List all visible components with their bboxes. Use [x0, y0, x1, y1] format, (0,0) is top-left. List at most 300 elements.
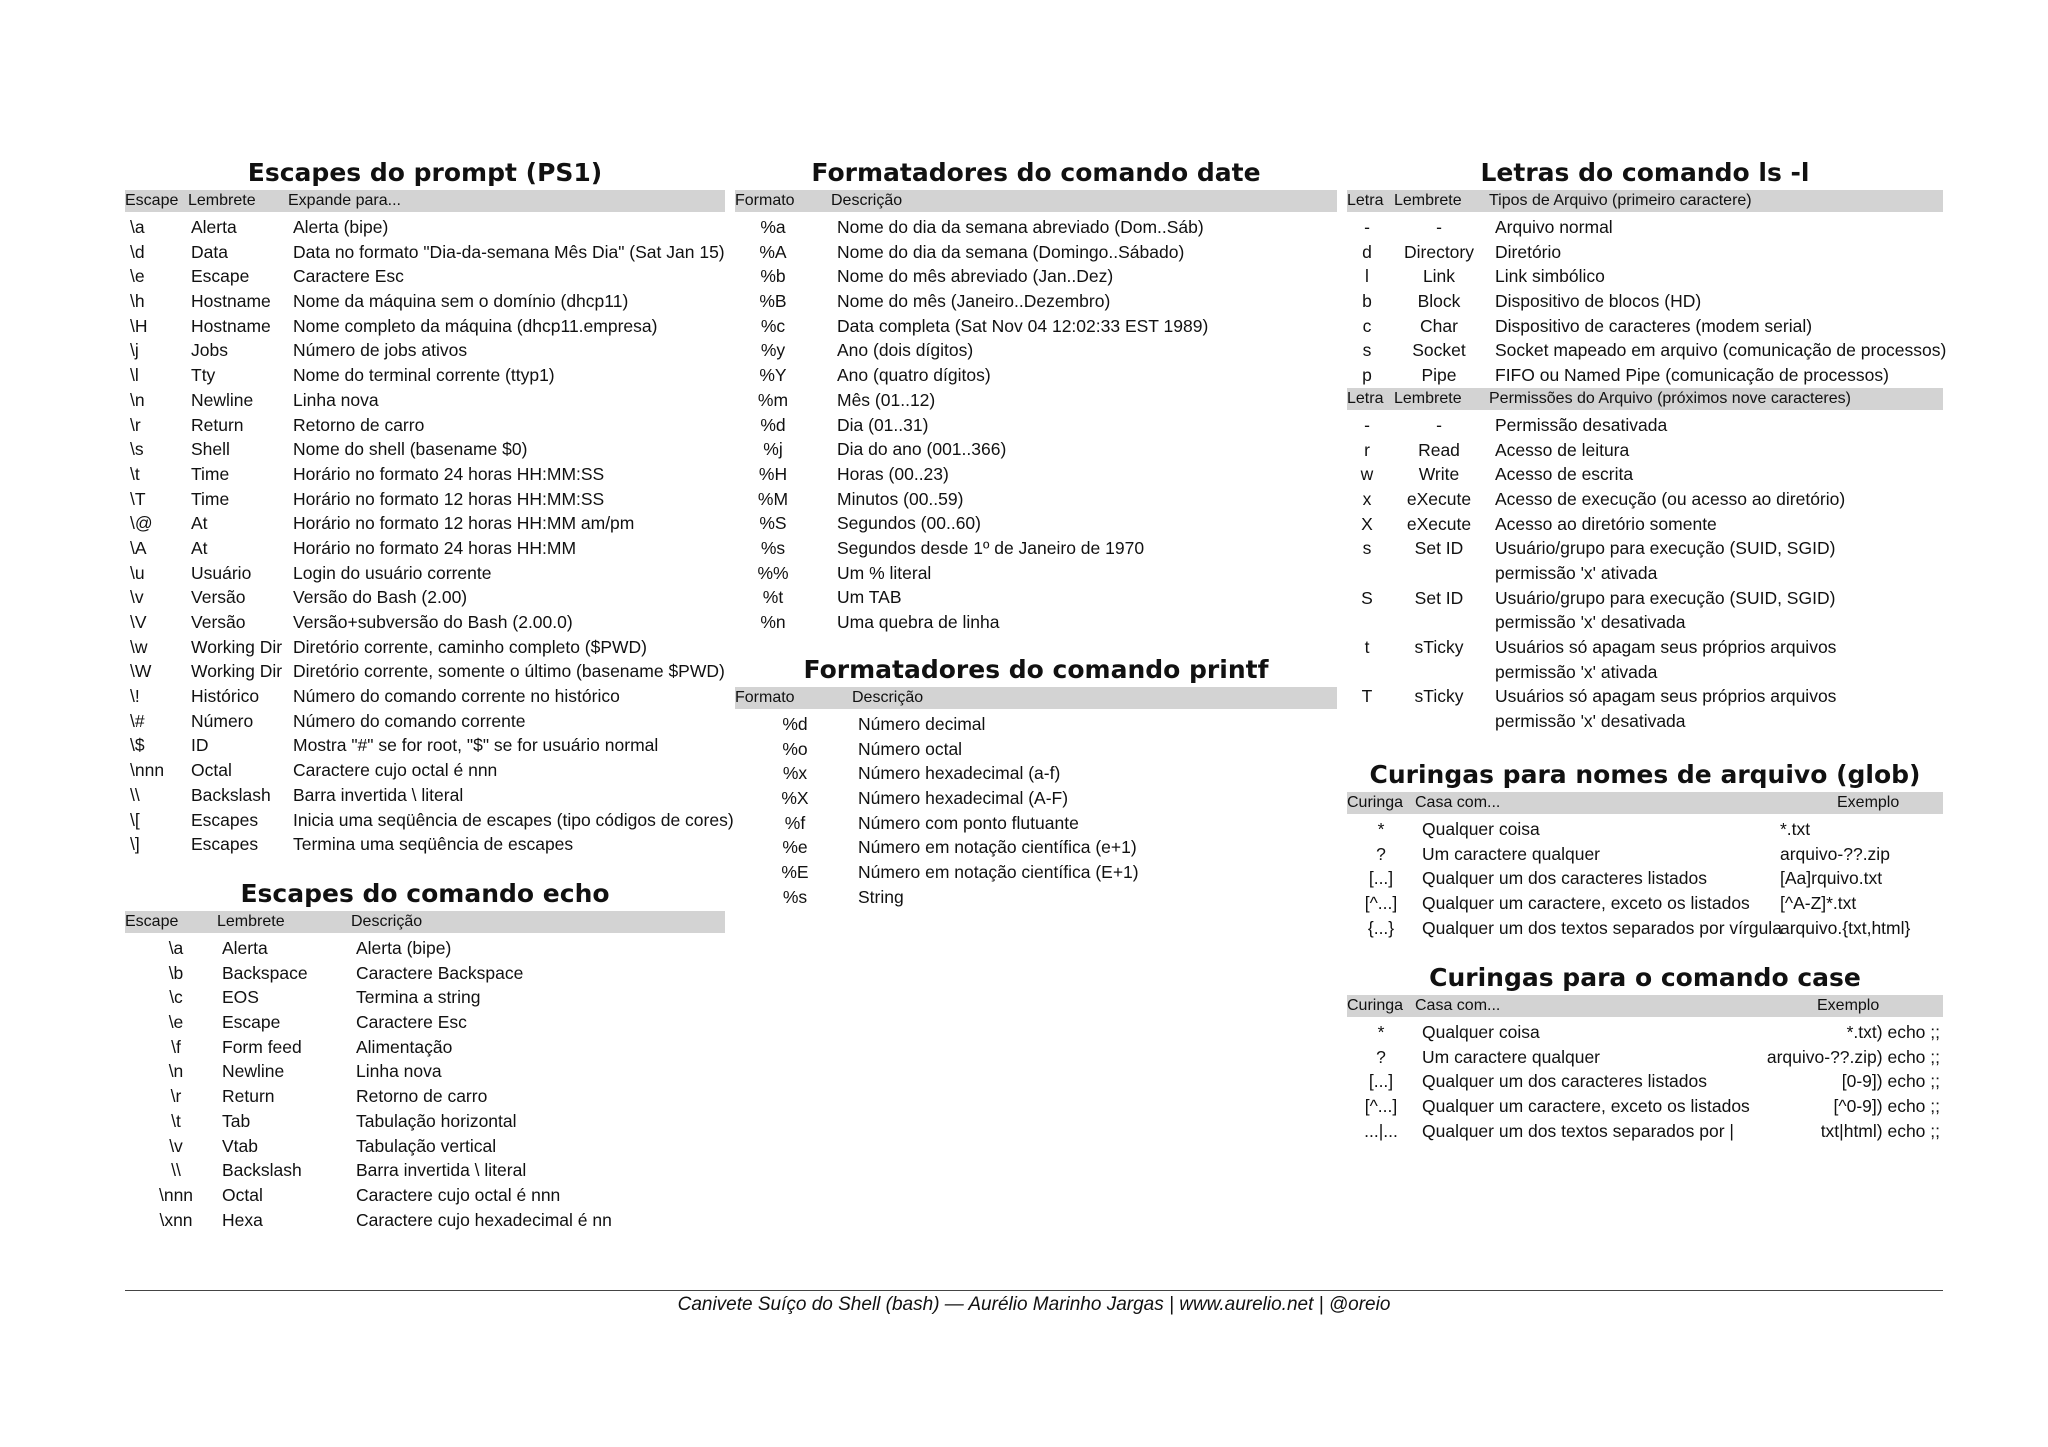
- date-row: [735, 511, 1337, 536]
- ps1-expande: Login do usuário corrente: [293, 562, 492, 583]
- ls-perm-lembrete: Read: [1418, 439, 1460, 460]
- printf-row: [735, 885, 1337, 910]
- ps1-row: [125, 388, 725, 413]
- ps1-escape: \]: [130, 834, 140, 855]
- ls-type-lembrete: Link: [1422, 266, 1456, 287]
- ps1-row: [125, 511, 725, 536]
- echo-row: [125, 1035, 725, 1060]
- ps1-row: [125, 363, 725, 388]
- ps1-escape: \t: [130, 463, 140, 484]
- echo-descricao: Alerta (bipe): [356, 938, 452, 958]
- echo-escape: \e: [168, 1012, 184, 1033]
- date-descricao: Dia (01..31): [837, 414, 929, 435]
- ps1-row: [125, 289, 725, 314]
- ps1-expande: Diretório corrente, caminho completo ($PWD): [293, 636, 648, 657]
- ps1-escape: \h: [130, 291, 145, 312]
- echo-escape: \nnn: [158, 1184, 194, 1205]
- ps1-lembrete: Return: [191, 414, 244, 435]
- ls-perms-rows: [1347, 413, 1943, 734]
- ls-perm-permissao: Acesso ao diretório somente: [1495, 513, 1717, 534]
- printf-descricao: Número decimal: [858, 714, 986, 734]
- ps1-lembrete: Shell: [191, 439, 230, 460]
- case-curinga: ...|...: [1364, 1120, 1398, 1141]
- ps1-row: [125, 610, 725, 635]
- ps1-escape: \n: [130, 389, 145, 410]
- ps1-escape: \s: [130, 439, 144, 460]
- date-descricao: Dia do ano (001..366): [837, 439, 1007, 460]
- ps1-header-lembrete: Lembrete: [188, 192, 256, 209]
- ps1-lembrete: Working Dir: [191, 661, 283, 682]
- ps1-lembrete: Versão: [191, 587, 246, 608]
- echo-row: [125, 985, 725, 1010]
- echo-lembrete: Alerta: [222, 938, 268, 958]
- date-row: [735, 413, 1337, 438]
- echo-escape: \n: [168, 1061, 184, 1082]
- ls-perm-letra: s: [1362, 538, 1372, 559]
- ls-perm-letra: X: [1361, 513, 1373, 534]
- case-header: [1347, 995, 1943, 1017]
- ps1-row: [125, 487, 725, 512]
- case-row: [1347, 1020, 1943, 1045]
- case-header-exemplo: Exemplo: [1817, 997, 1880, 1014]
- ps1-escape: \#: [130, 710, 145, 731]
- ls-perm-note: permissão 'x' ativada: [1495, 661, 1658, 682]
- printf-formato: %x: [782, 763, 808, 784]
- case-exemplo: *.txt) echo ;;: [1846, 1022, 1940, 1042]
- ls-type-tipo: Diretório: [1495, 241, 1562, 262]
- case-rows: [1347, 1020, 1943, 1143]
- echo-descricao: Caractere cujo octal é nnn: [356, 1184, 561, 1205]
- echo-header: [125, 911, 725, 933]
- ps1-lembrete: Hostname: [191, 291, 271, 312]
- ls-type-letra: -: [1364, 217, 1370, 237]
- ps1-expande: Horário no formato 12 horas HH:MM am/pm: [293, 513, 635, 534]
- ls-perm-row: [1347, 635, 1943, 684]
- printf-formato: %X: [781, 788, 809, 809]
- ps1-lembrete: Time: [191, 463, 230, 484]
- ps1-escape: \w: [130, 636, 148, 657]
- ls-perm-permissao: Usuários só apagam seus próprios arquivos: [1495, 637, 1837, 658]
- ls-perm-lembrete: eXecute: [1406, 488, 1472, 509]
- echo-escape: \c: [169, 987, 183, 1008]
- glob-casa: Qualquer um dos textos separados por vírgula: [1422, 917, 1782, 938]
- ps1-escape: \H: [130, 315, 148, 336]
- footer-divider: [125, 1290, 1943, 1291]
- echo-row: [125, 1084, 725, 1109]
- ps1-row: [125, 635, 725, 660]
- ps1-expande: Data no formato "Dia-da-semana Mês Dia" (Sat Jan 15): [293, 241, 725, 262]
- ps1-rows: [125, 215, 734, 857]
- echo-descricao: Barra invertida \ literal: [356, 1160, 527, 1181]
- echo-lembrete: Backslash: [222, 1160, 302, 1181]
- glob-row: [1347, 817, 1943, 842]
- ps1-section: [125, 156, 734, 857]
- ls-perm-lembrete: Write: [1418, 464, 1460, 485]
- ls-perm-row: [1347, 462, 1943, 487]
- date-row: [735, 338, 1337, 363]
- ls-perm-row: [1347, 438, 1943, 463]
- date-descricao: Nome do mês (Janeiro..Dezembro): [837, 291, 1111, 312]
- echo-row: [125, 1109, 725, 1134]
- printf-formato: %f: [784, 812, 806, 833]
- ps1-expande: Nome completo da máquina (dhcp11.empresa): [293, 315, 658, 336]
- ps1-expande: Inicia uma seqüência de escapes (tipo códigos de cores): [293, 809, 734, 830]
- ps1-lembrete: ID: [191, 735, 209, 756]
- ls-perm-note: permissão 'x' desativada: [1495, 612, 1686, 633]
- glob-casa: Qualquer um dos caracteres listados: [1422, 868, 1707, 889]
- glob-header-exemplo: Exemplo: [1837, 794, 1900, 811]
- ls-type-row: [1347, 338, 1947, 363]
- ls-type-tipo: Dispositivo de caracteres (modem serial): [1495, 315, 1813, 336]
- ps1-header-escape: Escape: [125, 192, 179, 209]
- date-descricao: Segundos desde 1º de Janeiro de 1970: [837, 537, 1145, 558]
- date-formato: %S: [759, 513, 787, 534]
- date-header: [735, 190, 1337, 212]
- echo-lembrete: Backspace: [222, 962, 308, 983]
- printf-formato: %s: [782, 886, 808, 907]
- ls-perm-permissao: Acesso de escrita: [1495, 464, 1634, 485]
- ps1-escape: \nnn: [130, 760, 165, 781]
- case-curinga: [^...]: [1364, 1096, 1398, 1117]
- ps1-row: [125, 585, 725, 610]
- echo-lembrete: Form feed: [222, 1036, 302, 1057]
- date-descricao: Nome do dia da semana abreviado (Dom..Sáb): [837, 217, 1204, 237]
- echo-descricao: Tabulação vertical: [356, 1135, 497, 1156]
- ps1-expande: Horário no formato 12 horas HH:MM:SS: [293, 488, 605, 509]
- case-exemplo: arquivo-??.zip) echo ;;: [1766, 1046, 1940, 1067]
- printf-descricao: Número com ponto flutuante: [858, 812, 1079, 833]
- ps1-row: [125, 709, 725, 734]
- date-descricao: Um TAB: [837, 587, 902, 608]
- ps1-expande: Caractere cujo octal é nnn: [293, 760, 498, 781]
- echo-escape: \b: [168, 962, 184, 983]
- printf-row: [735, 860, 1337, 885]
- ls-types-header: [1347, 190, 1943, 212]
- ps1-lembrete: Escape: [191, 266, 250, 287]
- date-row: [735, 462, 1337, 487]
- ls-perm-lembrete: Set ID: [1414, 538, 1464, 559]
- ls-type-letra: l: [1365, 266, 1369, 287]
- glob-curinga: [^...]: [1364, 893, 1398, 914]
- ps1-lembrete: Time: [191, 488, 230, 509]
- date-section: [735, 156, 1337, 635]
- case-curinga: ?: [1376, 1046, 1386, 1067]
- ps1-row: [125, 437, 725, 462]
- ps1-escape: \\: [130, 784, 140, 805]
- ls-type-row: [1347, 363, 1943, 388]
- ps1-expande: Termina uma seqüência de escapes: [293, 834, 574, 855]
- ps1-row: [125, 462, 725, 487]
- ps1-expande: Horário no formato 24 horas HH:MM: [293, 537, 577, 558]
- date-row: [735, 561, 1337, 586]
- date-row: [735, 264, 1337, 289]
- date-row: [735, 363, 1337, 388]
- ps1-lembrete: Número: [191, 710, 254, 731]
- echo-row: [125, 1183, 725, 1208]
- ps1-row: [125, 832, 725, 857]
- glob-exemplo: arquivo.{txt,html}: [1780, 917, 1911, 938]
- ps1-expande: Horário no formato 24 horas HH:MM:SS: [293, 463, 605, 484]
- ps1-lembrete: Alerta: [191, 217, 237, 237]
- glob-exemplo: *.txt: [1780, 819, 1811, 839]
- ls-type-letra: c: [1362, 315, 1372, 336]
- printf-row: [735, 712, 1337, 737]
- case-casa: Qualquer um caractere, exceto os listados: [1422, 1096, 1750, 1117]
- case-header-casa: Casa com...: [1415, 997, 1501, 1014]
- echo-escape: \f: [171, 1036, 181, 1057]
- ls-types-header-tipos: Tipos de Arquivo (primeiro caractere): [1489, 192, 1752, 209]
- printf-descricao: Número octal: [858, 738, 963, 759]
- date-formato: %c: [760, 315, 786, 336]
- ps1-header-expande: Expande para...: [288, 192, 401, 209]
- ps1-lembrete: Backslash: [191, 784, 271, 805]
- ls-perm-permissao: Permissão desativada: [1495, 414, 1668, 435]
- ps1-escape: \!: [130, 686, 140, 707]
- date-formato: %a: [760, 217, 786, 237]
- date-descricao: Nome do mês abreviado (Jan..Dez): [837, 266, 1114, 287]
- ls-perm-note: permissão 'x' ativada: [1495, 562, 1658, 583]
- ls-type-lembrete: Socket: [1412, 340, 1466, 361]
- ls-perm-lembrete: sTicky: [1414, 637, 1464, 658]
- echo-lembrete: Hexa: [222, 1209, 263, 1230]
- ps1-row: [125, 561, 725, 586]
- glob-title: Curingas para nomes de arquivo (glob): [1369, 760, 1921, 789]
- echo-row: [125, 1059, 725, 1084]
- date-descricao: Um % literal: [837, 562, 932, 583]
- echo-row: [125, 1010, 725, 1035]
- ps1-row: [125, 733, 725, 758]
- case-casa: Qualquer coisa: [1422, 1022, 1540, 1042]
- echo-header-descricao: Descrição: [351, 913, 423, 930]
- date-row: [735, 388, 1337, 413]
- glob-casa: Qualquer um caractere, exceto os listados: [1422, 893, 1750, 914]
- date-row: [735, 437, 1337, 462]
- ps1-escape: \v: [130, 587, 144, 608]
- echo-descricao: Caractere Backspace: [356, 962, 524, 983]
- printf-formato: %E: [781, 862, 809, 883]
- date-row: [735, 215, 1337, 240]
- printf-row: [735, 761, 1337, 786]
- ls-types-header-letra: Letra: [1347, 192, 1384, 209]
- ps1-lembrete: Hostname: [191, 315, 271, 336]
- ps1-expande: Número do comando corrente: [293, 710, 526, 731]
- ls-perm-letra: x: [1362, 488, 1372, 509]
- printf-row: [735, 835, 1337, 860]
- ps1-lembrete: At: [191, 537, 208, 558]
- ls-perm-row: [1347, 487, 1943, 512]
- echo-title: Escapes do comando echo: [240, 879, 610, 908]
- ps1-expande: Alerta (bipe): [293, 217, 389, 237]
- ps1-row: [125, 684, 725, 709]
- ps1-expande: Linha nova: [293, 389, 379, 410]
- printf-row: [735, 786, 1337, 811]
- date-formato: %t: [762, 587, 784, 608]
- ls-perm-letra: S: [1361, 587, 1373, 608]
- printf-descricao: String: [858, 886, 904, 907]
- date-descricao: Data completa (Sat Nov 04 12:02:33 EST 1989): [837, 315, 1209, 336]
- ls-perm-row: [1347, 684, 1943, 733]
- echo-rows: [125, 936, 725, 1232]
- echo-descricao: Linha nova: [356, 1061, 442, 1082]
- date-title: Formatadores do comando date: [811, 158, 1261, 187]
- ls-types-header-lembrete: Lembrete: [1394, 192, 1462, 209]
- ps1-lembrete: Jobs: [191, 340, 228, 361]
- case-row: [1347, 1094, 1943, 1119]
- ps1-escape: \$: [130, 735, 145, 756]
- echo-header-lembrete: Lembrete: [217, 913, 285, 930]
- echo-escape: \r: [170, 1086, 182, 1107]
- ps1-expande: Nome do shell (basename $0): [293, 439, 528, 460]
- ps1-row: [125, 314, 725, 339]
- glob-row: [1347, 842, 1943, 867]
- printf-descricao: Número hexadecimal (A-F): [858, 788, 1069, 809]
- ls-perm-row: [1347, 512, 1943, 537]
- ps1-lembrete: At: [191, 513, 208, 534]
- ls-perm-permissao: Usuário/grupo para execução (SUID, SGID): [1495, 587, 1836, 608]
- case-casa: Qualquer um dos textos separados por |: [1422, 1120, 1734, 1141]
- ls-perm-permissao: Usuários só apagam seus próprios arquivos: [1495, 686, 1837, 707]
- date-descricao: Segundos (00..60): [837, 513, 981, 534]
- footer-credit: Canivete Suíço do Shell (bash) — Aurélio Marinho Jargas | www.aurelio.net | @oreio: [677, 1294, 1391, 1315]
- ps1-expande: Nome do terminal corrente (ttyp1): [293, 365, 555, 386]
- ls-perms-header: [1347, 388, 1943, 410]
- echo-lembrete: Return: [222, 1086, 275, 1107]
- ls-perm-lembrete: eXecute: [1406, 513, 1472, 534]
- ps1-row: [125, 413, 725, 438]
- date-formato: %Y: [759, 365, 787, 386]
- ps1-title: Escapes do prompt (PS1): [247, 158, 603, 187]
- ls-type-lembrete: Block: [1417, 291, 1461, 312]
- printf-row: [735, 811, 1337, 836]
- glob-row: [1347, 916, 1943, 941]
- echo-lembrete: Escape: [222, 1012, 281, 1033]
- ps1-row: [125, 758, 725, 783]
- printf-header: [735, 687, 1337, 709]
- glob-curinga: [...]: [1368, 868, 1394, 889]
- date-row: [735, 314, 1337, 339]
- date-formato: %A: [759, 241, 787, 262]
- ls-type-tipo: Dispositivo de blocos (HD): [1495, 291, 1702, 312]
- echo-section: [125, 877, 725, 1232]
- ps1-row: [125, 659, 725, 684]
- glob-header-curinga: Curinga: [1347, 794, 1404, 811]
- printf-section: [735, 653, 1337, 910]
- glob-curinga: *: [1377, 819, 1385, 839]
- date-formato: %%: [757, 562, 789, 583]
- date-row: [735, 585, 1337, 610]
- date-row: [735, 487, 1337, 512]
- printf-header-formato: Formato: [735, 689, 795, 706]
- ps1-escape: \[: [130, 809, 140, 830]
- ps1-expande: Versão+subversão do Bash (2.00.0): [293, 612, 573, 632]
- glob-section: [1347, 758, 1943, 940]
- ps1-escape: \a: [130, 217, 145, 237]
- date-formato: %b: [760, 266, 786, 287]
- ls-perm-letra: -: [1364, 414, 1370, 435]
- echo-row: [125, 961, 725, 986]
- ps1-lembrete: Working Dir: [191, 636, 283, 657]
- ps1-expande: Retorno de carro: [293, 414, 425, 435]
- ps1-escape: \j: [130, 340, 139, 361]
- ls-type-tipo: Socket mapeado em arquivo (comunicação de processos): [1495, 340, 1947, 361]
- ps1-lembrete: Newline: [191, 389, 254, 410]
- ls-type-row: [1347, 264, 1943, 289]
- date-formato: %M: [757, 488, 789, 509]
- glob-header-casa: Casa com...: [1415, 794, 1501, 811]
- date-row: [735, 610, 1337, 635]
- date-row: [735, 289, 1337, 314]
- ls-type-letra: b: [1362, 291, 1372, 312]
- date-formato: %H: [758, 463, 788, 484]
- ls-type-letra: d: [1362, 241, 1372, 262]
- ls-perm-letra: T: [1361, 686, 1373, 707]
- date-descricao: Horas (00..23): [837, 463, 949, 484]
- printf-descricao: Número em notação científica (E+1): [858, 862, 1139, 883]
- ps1-escape: \e: [130, 266, 145, 287]
- case-section: [1347, 961, 1943, 1143]
- ps1-escape: \W: [130, 661, 152, 682]
- ls-perms-header-permissoes: Permissões do Arquivo (próximos nove caracteres): [1489, 389, 1851, 407]
- echo-descricao: Retorno de carro: [356, 1086, 488, 1107]
- date-row: [735, 240, 1337, 265]
- ps1-escape: \T: [130, 488, 146, 509]
- echo-escape: \xnn: [159, 1209, 193, 1230]
- glob-curinga: {...}: [1367, 917, 1395, 938]
- printf-title: Formatadores do comando printf: [803, 655, 1269, 684]
- ps1-lembrete: Escapes: [191, 834, 259, 855]
- case-curinga: [...]: [1368, 1071, 1394, 1092]
- ps1-expande: Número de jobs ativos: [293, 340, 468, 361]
- echo-lembrete: Newline: [222, 1061, 285, 1082]
- ps1-expande: Diretório corrente, somente o último (basename $PWD): [293, 661, 725, 682]
- ps1-escape: \d: [130, 241, 145, 262]
- ps1-lembrete: Usuário: [191, 562, 252, 583]
- date-header-formato: Formato: [735, 192, 795, 209]
- glob-exemplo: [^A-Z]*.txt: [1780, 893, 1857, 914]
- ps1-row: [125, 808, 734, 833]
- ps1-row: [125, 536, 725, 561]
- case-casa: Um caractere qualquer: [1422, 1046, 1600, 1067]
- echo-row: [125, 1134, 725, 1159]
- glob-rows: [1347, 817, 1943, 940]
- ps1-expande: Versão do Bash (2.00): [293, 587, 468, 608]
- ls-perm-letra: t: [1364, 637, 1370, 658]
- date-formato: %y: [760, 340, 786, 361]
- glob-casa: Um caractere qualquer: [1422, 843, 1600, 864]
- echo-lembrete: Vtab: [222, 1135, 258, 1156]
- echo-lembrete: Tab: [222, 1110, 251, 1131]
- ps1-row: [125, 264, 725, 289]
- echo-descricao: Alimentação: [356, 1036, 453, 1057]
- glob-exemplo: [Aa]rquivo.txt: [1780, 868, 1883, 889]
- ps1-row: [125, 783, 725, 808]
- echo-escape: \\: [171, 1160, 181, 1181]
- date-formato: %j: [763, 439, 783, 460]
- ps1-row: [125, 240, 725, 265]
- ls-type-row: [1347, 215, 1943, 240]
- date-descricao: Ano (quatro dígitos): [837, 365, 991, 386]
- ls-perm-permissao: Acesso de leitura: [1495, 439, 1630, 460]
- echo-descricao: Tabulação horizontal: [356, 1110, 517, 1131]
- echo-row: [125, 1158, 725, 1183]
- case-casa: Qualquer um dos caracteres listados: [1422, 1071, 1707, 1092]
- ps1-lembrete: Versão: [191, 612, 246, 632]
- ps1-escape: \u: [130, 562, 145, 583]
- date-formato: %B: [759, 291, 787, 312]
- ps1-escape: \l: [130, 365, 139, 386]
- echo-descricao: Termina a string: [356, 987, 481, 1008]
- ls-perm-letra: r: [1364, 439, 1370, 460]
